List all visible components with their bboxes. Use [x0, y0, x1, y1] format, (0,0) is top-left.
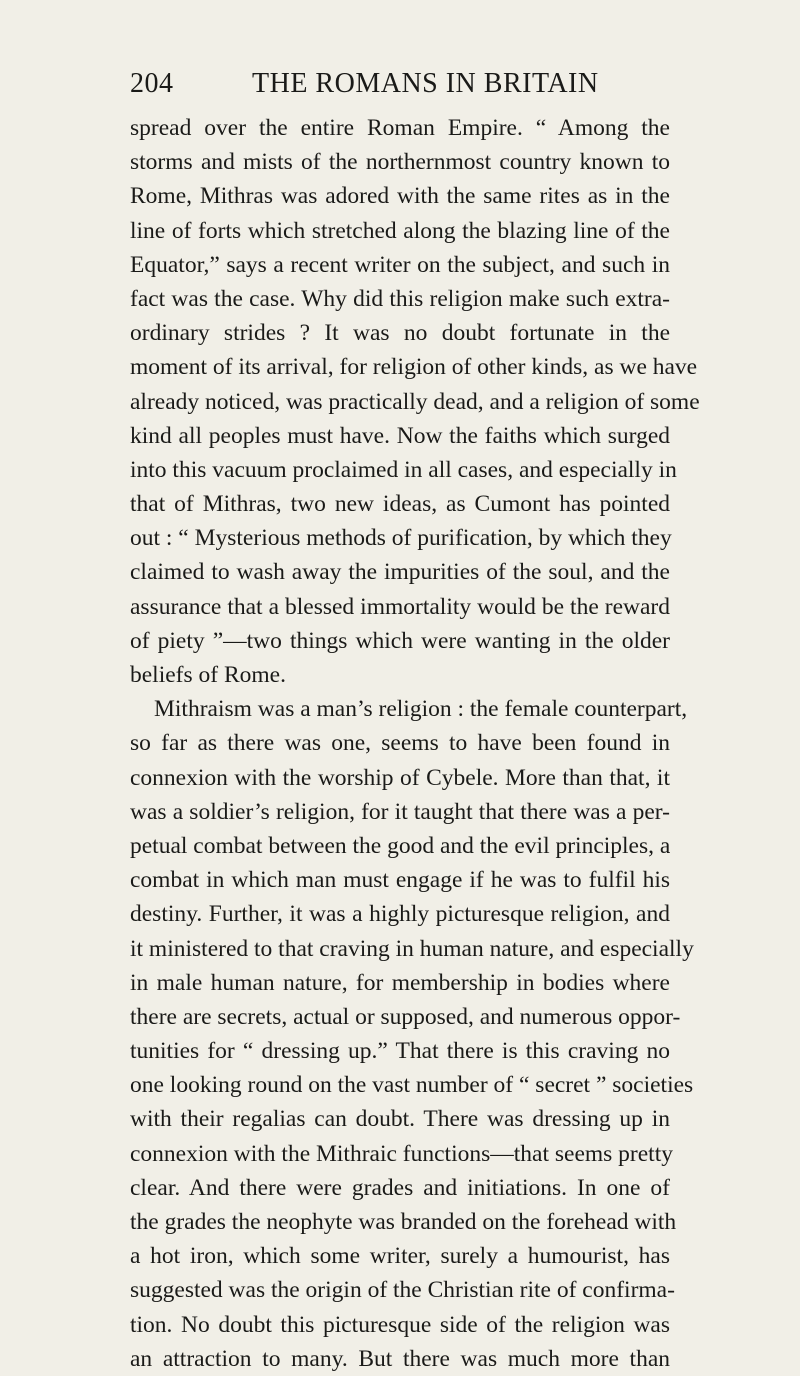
text-line: of piety ”—two things which were wanting in the older [130, 627, 670, 654]
text-line: out : “ Mysterious methods of purification, by which they [130, 525, 672, 552]
text-line: moment of its arrival, for religion of other kinds, as we have [130, 354, 698, 381]
text-line: fact was the case. Why did this religion make such extra- [130, 285, 670, 312]
text-line: line of forts which stretched along the blazing line of the [130, 217, 670, 244]
text-line: Equator,” says a recent writer on the subject, and such in [130, 251, 670, 278]
text-line: already noticed, was practically dead, and a religion of some [130, 388, 700, 415]
running-head [130, 66, 670, 102]
text-line: in male human nature, for membership in bodies where [130, 969, 670, 996]
text-line: connexion with the Mithraic functions—that seems pretty [130, 1140, 673, 1167]
text-line: kind all peoples must have. Now the faiths which surged [130, 422, 670, 449]
text-line: there are secrets, actual or supposed, and numerous oppor- [130, 1003, 681, 1030]
text-line: destiny. Further, it was a highly picturesque religion, and [130, 901, 670, 928]
text-line: so far as there was one, seems to have been found in [130, 730, 670, 757]
text-line: into this vacuum proclaimed in all cases, and especially in [130, 456, 677, 483]
text-line: assurance that a blessed immortality would be the reward [130, 593, 670, 620]
text-line: the grades the neophyte was branded on the forehead with [130, 1209, 677, 1235]
body-text [130, 111, 700, 1376]
text-line: connexion with the worship of Cybele. More than that, it [130, 764, 670, 791]
text-line: clear. And there were grades and initiations. In one of [130, 1174, 670, 1201]
text-line: it ministered to that craving in human nature, and especially [130, 935, 694, 962]
text-line: one looking round on the vast number of “ secret ” societies [130, 1072, 694, 1099]
text-line: suggested was the origin of the Christian rite of confirma- [130, 1277, 675, 1304]
text-line: spread over the entire Roman Empire. “ Among the [130, 115, 670, 141]
text-line: was a soldier’s religion, for it taught that there was a per- [130, 798, 670, 825]
text-line: Mithraism was a man’s religion : the female counterpart, [154, 696, 688, 723]
text-line: an attraction to many. But there was much more than [130, 1345, 670, 1372]
text-line: with their regalias can doubt. There was dressing up in [130, 1106, 670, 1133]
page-number: 204 [130, 68, 174, 99]
running-title: THE ROMANS IN BRITAIN [252, 68, 599, 99]
text-line: petual combat between the good and the evil principles, a [130, 832, 671, 859]
text-line: combat in which man must engage if he was to fulfil his [130, 867, 670, 894]
text-line: a hot iron, which some writer, surely a humourist, has [130, 1243, 670, 1270]
text-line: ordinary strides ? It was no doubt fortunate in the [130, 320, 670, 347]
text-line: tion. No doubt this picturesque side of the religion was [130, 1311, 670, 1338]
text-line: Rome, Mithras was adored with the same rites as in the [130, 183, 670, 210]
text-line: that of Mithras, two new ideas, as Cumont has pointed [130, 491, 670, 518]
text-line: beliefs of Rome. [130, 662, 286, 688]
text-line: tunities for “ dressing up.” That there is this craving no [130, 1038, 670, 1065]
text-line: storms and mists of the northernmost country known to [130, 149, 670, 176]
text-line: claimed to wash away the impurities of the soul, and the [130, 559, 670, 586]
